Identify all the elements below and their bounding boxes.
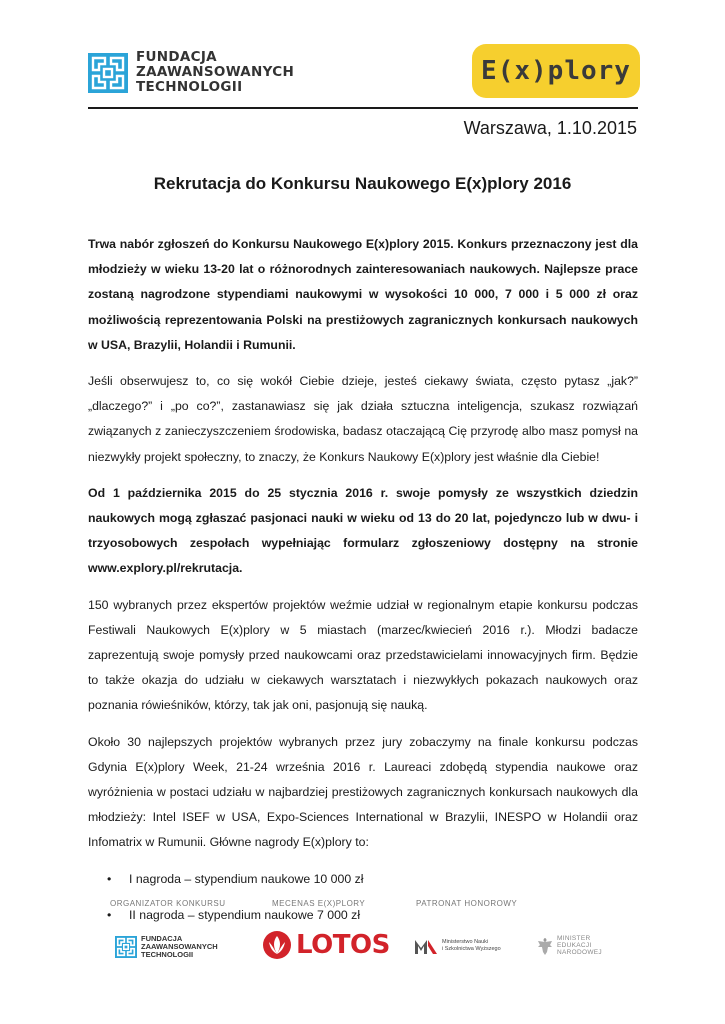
explory-logo bbox=[472, 44, 640, 98]
foundation-mark-icon bbox=[115, 936, 137, 958]
header-divider bbox=[88, 107, 638, 109]
ministry-science-line-2: i Szkolnictwa Wyższego bbox=[442, 946, 501, 952]
organizer-name bbox=[141, 935, 218, 959]
foundation-name bbox=[136, 50, 294, 95]
ministry-education-line-1: MINISTER bbox=[557, 935, 591, 942]
paragraph-3: Od 1 października 2015 do 25 stycznia 2016 r. swoje pomysły ze wszystkich dziedzin naukowych mogą zgłaszać pasjonaci nauki w wieku od 13 do 20 lat, pojedynczo lub w dwu- i trzyosobowych zespołach wypełniając formularz zgłoszeniowy dostępny na stronie www.explory.pl/rekrutacja. bbox=[88, 485, 638, 576]
organizer-name-line-1: FUNDACJA bbox=[141, 934, 183, 943]
organizer-name-line-2: ZAAWANSOWANYCH bbox=[141, 942, 218, 951]
foundation-name-line-1: FUNDACJA bbox=[136, 49, 217, 65]
prize-second: II nagroda – stypendium naukowe 7 000 zł bbox=[129, 907, 361, 922]
patron-label: MECENAS E(X)PLORY bbox=[272, 899, 366, 908]
ministry-education-line-2: EDUKACJI bbox=[557, 942, 592, 949]
eagle-emblem-icon bbox=[537, 936, 553, 956]
ministry-science-line-1: Ministerstwo Nauki bbox=[442, 939, 489, 945]
bullet-icon: • bbox=[107, 871, 112, 886]
foundation-logo bbox=[88, 50, 294, 95]
ministry-science-mark-icon bbox=[415, 938, 437, 954]
list-item bbox=[88, 867, 638, 892]
foundation-name-line-3: TECHNOLOGII bbox=[136, 79, 243, 95]
place-and-date: Warszawa, 1.10.2015 bbox=[463, 118, 637, 138]
lotos-wordmark: LOTOS bbox=[296, 930, 390, 960]
organizer-name-line-3: TECHNOLOGII bbox=[141, 950, 194, 959]
ministry-science-name bbox=[442, 939, 501, 953]
foundation-mark-icon bbox=[88, 53, 128, 93]
paragraph-5: Około 30 najlepszych projektów wybranych przez jury zobaczymy na finale konkursu podczas Gdynia E(x)plory Week, 21-24 września 2016 r. Laureaci zdobędą stypendia naukowe oraz wyróżnienia w postaci udziału w najbardziej prestiżowych zagranicznych konkursach naukowych dla młodzieży: Intel ISEF w USA, Expo-Sciences International w Brazylii, INESPO w Holandii oraz Infomatrix w Rumunii. Główne nagrody E(x)plory to: bbox=[88, 734, 638, 850]
lotos-logo bbox=[262, 930, 390, 960]
ministry-education-name bbox=[557, 935, 602, 956]
prize-list bbox=[88, 867, 638, 928]
bullet-icon: • bbox=[107, 907, 112, 922]
honorary-patronage-label: PATRONAT HONOROWY bbox=[416, 899, 518, 908]
organizer-label: ORGANIZATOR KONKURSU bbox=[110, 899, 226, 908]
ministry-science-logo bbox=[415, 938, 501, 954]
ministry-education-line-3: NARODOWEJ bbox=[557, 949, 602, 956]
lead-paragraph: Trwa nabór zgłoszeń do Konkursu Naukowego E(x)plory 2015. Konkurs przeznaczony jest dla młodzieży w wieku 13-20 lat o różnorodnych zainteresowaniach naukowych. Najlepsze prace zostaną nagrodzone stypendiami naukowymi w wysokości 10 000, 7 000 i 5 000 zł oraz możliwością reprezentowania Polski na prestiżowych zagranicznych konkursach naukowych w USA, Brazylii, Holandii i Rumunii. bbox=[88, 237, 638, 352]
ministry-education-logo bbox=[537, 935, 602, 956]
organizer-logo bbox=[115, 935, 218, 959]
explory-logo-text: E(x)plory bbox=[481, 56, 631, 86]
foundation-name-line-2: ZAAWANSOWANYCH bbox=[136, 64, 295, 80]
paragraph-4: 150 wybranych przez ekspertów projektów weźmie udział w regionalnym etapie konkursu podczas Festiwali Naukowych E(x)plory w 5 miastach (marzec/kwiecień 2016 r.). Młodzi badacze zaprezentują swoje pomysły przed naukowcami oraz przedstawicielami innowacyjnych firm. Będzie to także okazja do udziału w ciekawych warsztatach i niezwykłych pokazach naukowych oraz poznania rówieśników, którzy, tak jak oni, pasjonują się nauką. bbox=[88, 597, 638, 713]
document-body bbox=[88, 232, 638, 928]
prize-first: I nagroda – stypendium naukowe 10 000 zł bbox=[129, 871, 364, 886]
lotos-flower-icon bbox=[262, 930, 292, 960]
paragraph-2: Jeśli obserwujesz to, co się wokół Ciebie dzieje, jesteś ciekawy świata, często pytasz „jak?” „dlaczego?” i „po co?”, zastanawiasz się jak działa sztuczna inteligencja, szukasz rozwiązań związanych z zanieczyszczeniem środowiska, badasz otaczającą Cię przyrodę albo masz pomysł na niezwykły projekt społeczny, to znaczy, że Konkurs Naukowy E(x)plory jest właśnie dla Ciebie! bbox=[88, 374, 638, 464]
document-title: Rekrutacja do Konkursu Naukowego E(x)plory 2016 bbox=[153, 174, 572, 193]
